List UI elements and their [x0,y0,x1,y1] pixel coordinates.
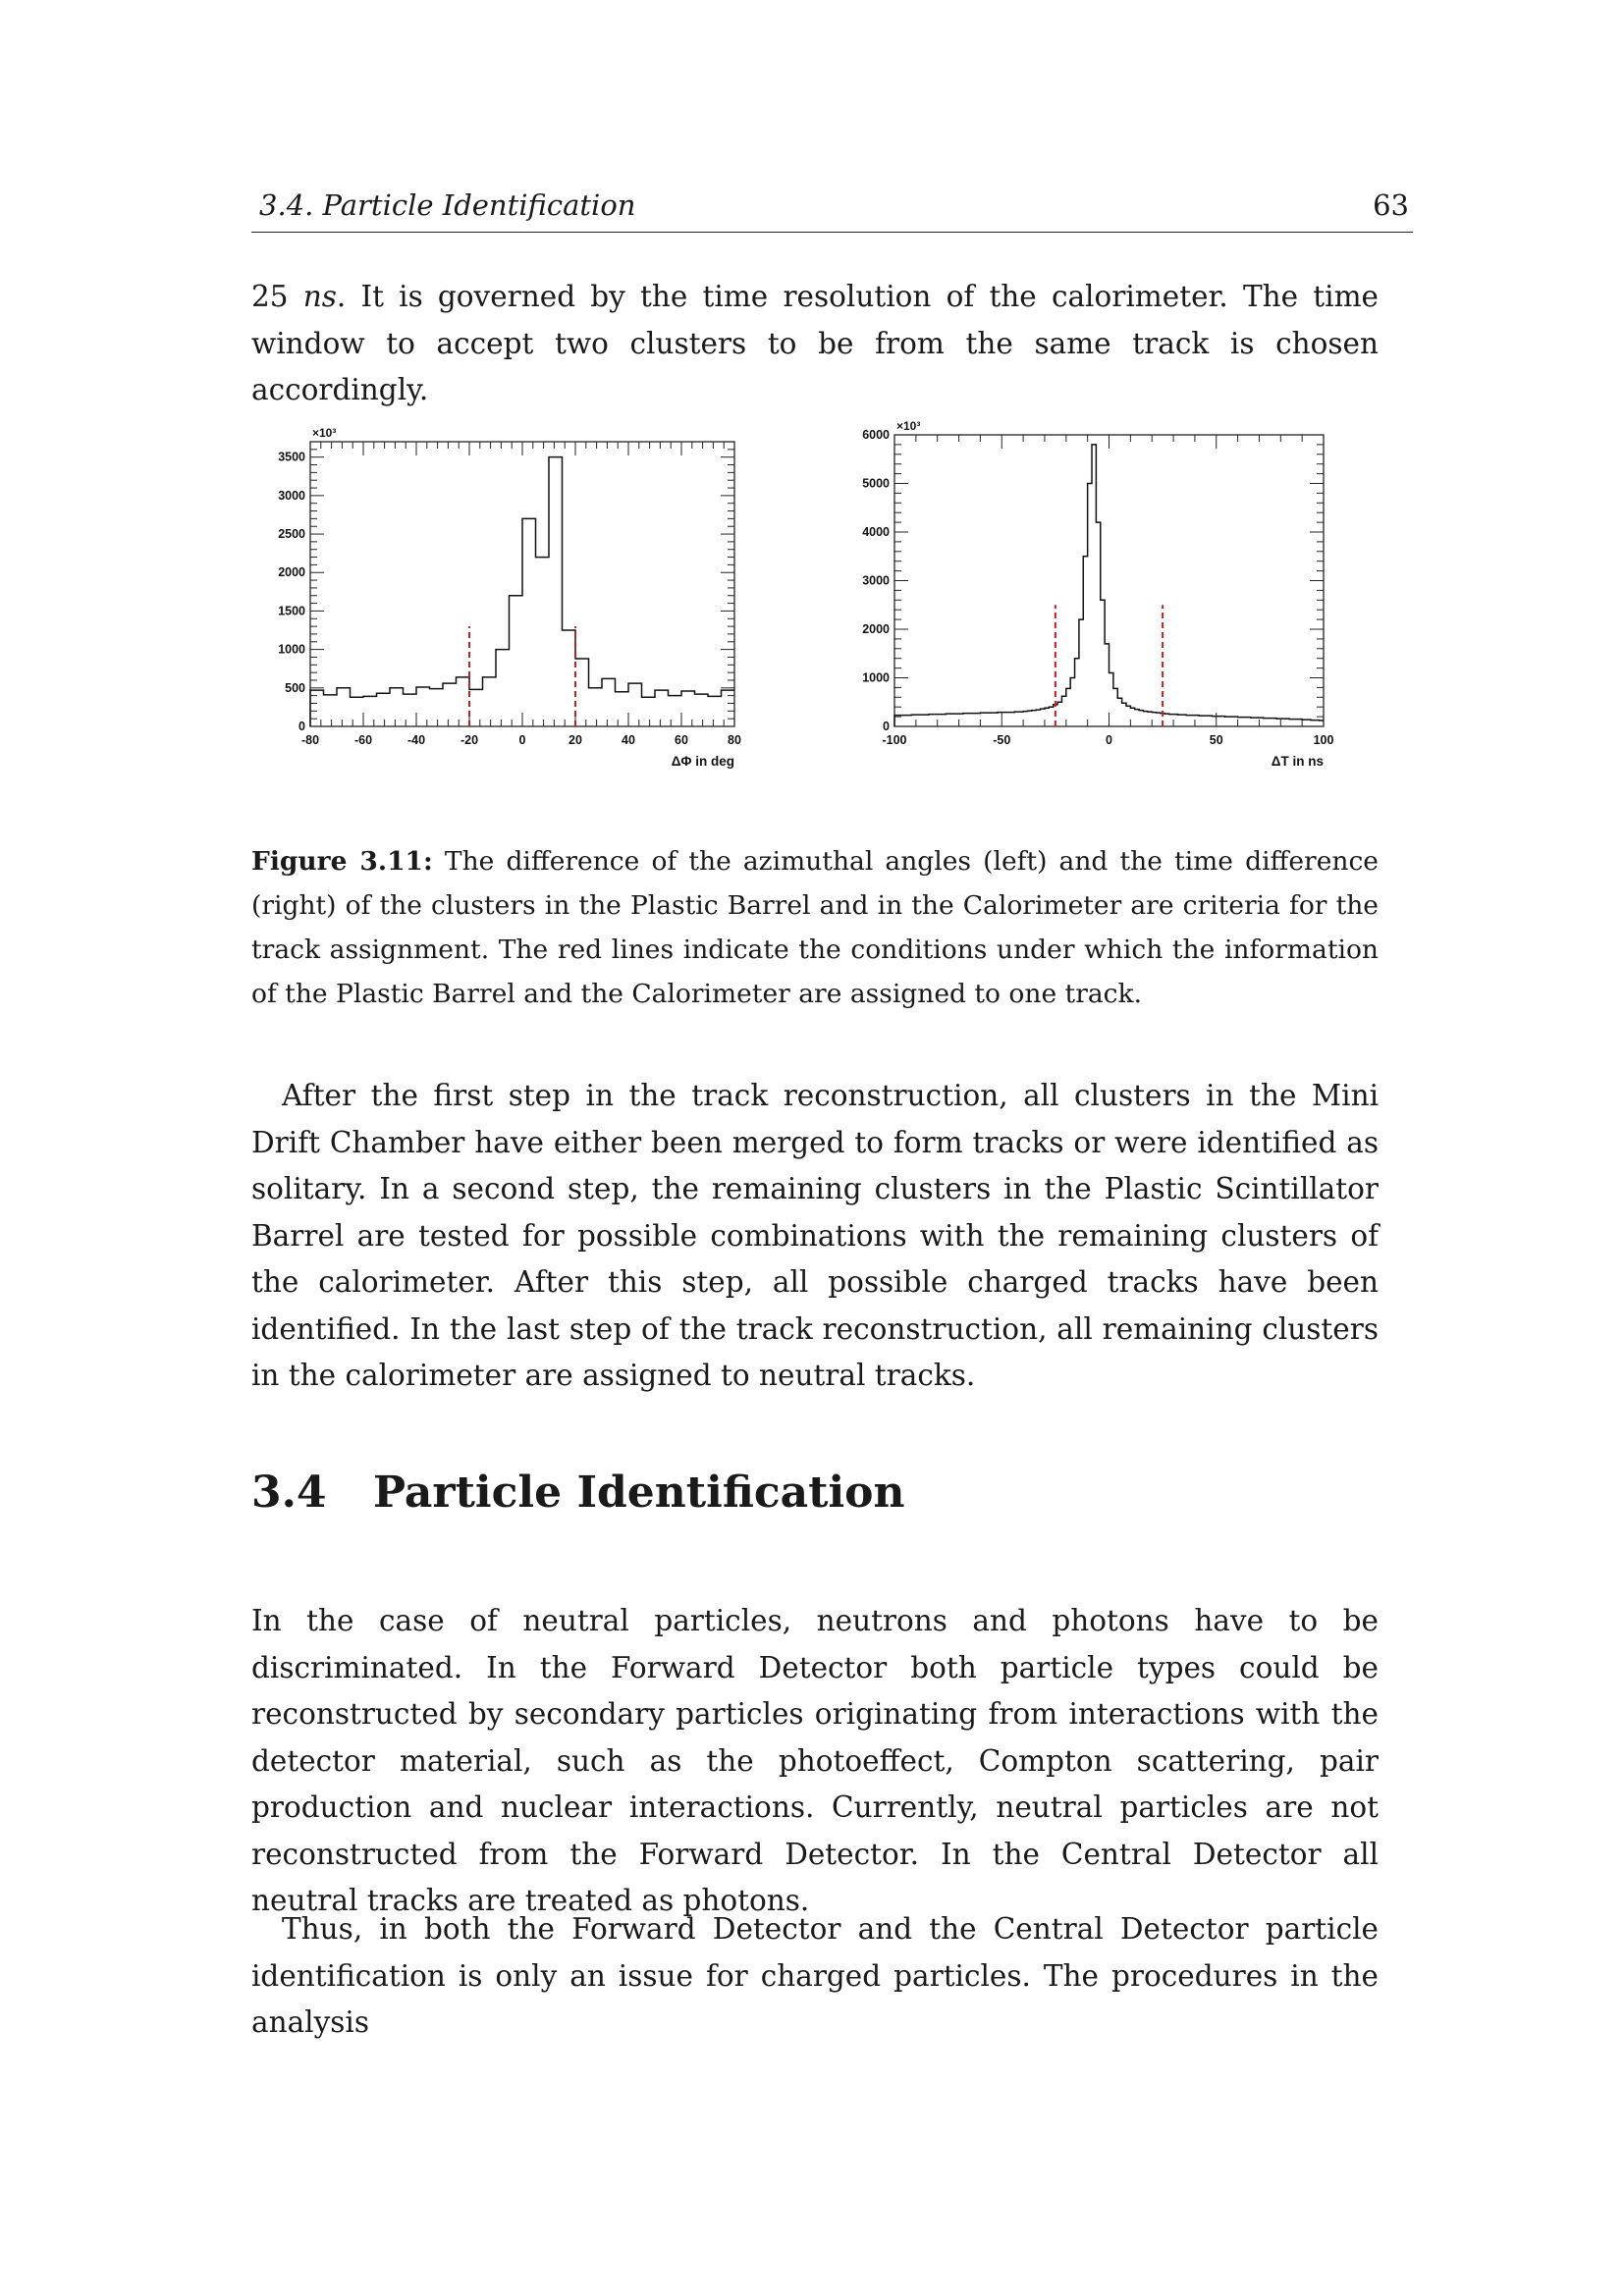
y-tick-label: 4000 [862,525,890,539]
x-tick-label: 50 [1209,733,1223,747]
y-tick-label: 2000 [862,622,890,636]
x-axis-title: ΔT in ns [1271,754,1324,769]
x-axis-title: ΔΦ in deg [671,754,734,769]
y-tick-label: 3500 [278,450,305,464]
x-tick-label: 80 [728,733,741,747]
x-tick-label: -20 [460,733,479,747]
y-tick-label: 5000 [862,476,890,491]
caption-text: The difference of the azimuthal angles (left) and the time difference (right) of the clusters in the Plastic Barrel and in the Calorimeter are criteria for the track assignment. The red lines indicate the conditions under which the information of the Plastic Barrel and the Calorimeter are assigned to one track. [251,846,1379,1009]
y-tick-label: 6000 [862,428,890,442]
x-tick-label: -50 [993,733,1011,747]
paragraph-section-1: In the case of neutral particles, neutrons and photons have to be discriminated. In the Forward Detector both particle types could be reconstructed by secondary particles originating from interactions with the detector material, such as the photoeffect, Compton scattering, pair production and nuclear interactions. Currently, neutral particles are not reconstructed from the Forward Detector. In the Central Detector all neutral tracks are treated as photons. [251,1604,1379,1917]
x-tick-label: 20 [568,733,582,747]
running-head [251,188,1413,233]
page-number: 63 [1373,188,1409,222]
x-tick-label: -100 [882,733,907,747]
paragraph-section-2: Thus, in both the Forward Detector and the Central Detector particle identification is only an issue for charged particles. The procedures in the analysis [251,1912,1379,2039]
y-multiplier-label: ×10³ [312,426,337,440]
y-tick-label: 0 [883,720,890,733]
caption-label: Figure 3.11: [251,846,433,877]
y-tick-label: 0 [298,720,305,733]
figure-caption [251,839,1379,1016]
section-title: Particle Identification [373,1468,905,1518]
y-tick-label: 500 [285,680,305,695]
running-head-title: 3.4. Particle Identification [259,188,636,222]
y-tick-label: 3000 [278,488,305,503]
paragraph-top-text: . It is governed by the time resolution of the calorimeter. The time window to accept two clusters to be from the same track is chosen accordingly. [251,280,1380,406]
x-tick-label: 0 [518,733,526,747]
figure-3-11 [251,412,1379,775]
paragraph-top-prefix: 25 [251,280,303,313]
y-tick-label: 1000 [862,670,890,685]
section-heading [251,1468,905,1518]
y-tick-label: 3000 [862,573,890,588]
figure-svg [251,412,1379,775]
section-number: 3.4 [251,1468,327,1518]
y-tick-label: 2000 [278,565,305,580]
y-tick-label: 1000 [278,642,305,657]
chart-1 [278,426,741,769]
y-tick-label: 2500 [278,527,305,542]
x-tick-label: 60 [675,733,688,747]
paragraph-top [251,274,1379,414]
x-tick-label: -60 [353,733,373,747]
y-tick-label: 1500 [278,604,305,618]
paragraph-after-figure: After the first step in the track reconstruction, all clusters in the Mini Drift Chamber have either been merged to form tracks or were identified as solitary. In a second step, the remaining clusters in the Plastic Scintillator Barrel are tested for possible combinations with the remaining clusters of the calorimeter. After this step, all possible charged tracks have been identified. In the last step of the track reconstruction, all remaining clusters in the calorimeter are assigned to neutral tracks. [251,1079,1379,1392]
x-tick-label: 0 [1106,733,1112,747]
chart-2 [862,419,1333,769]
x-tick-label: -40 [406,733,426,747]
x-tick-label: -80 [300,733,320,747]
x-tick-label: 40 [622,733,635,747]
x-tick-label: 100 [1313,733,1334,747]
histogram-series [310,457,734,726]
histogram-series [894,445,1324,726]
unit-ns: ns [302,280,337,313]
plot-frame [894,435,1324,726]
y-multiplier-label: ×10³ [896,419,921,433]
